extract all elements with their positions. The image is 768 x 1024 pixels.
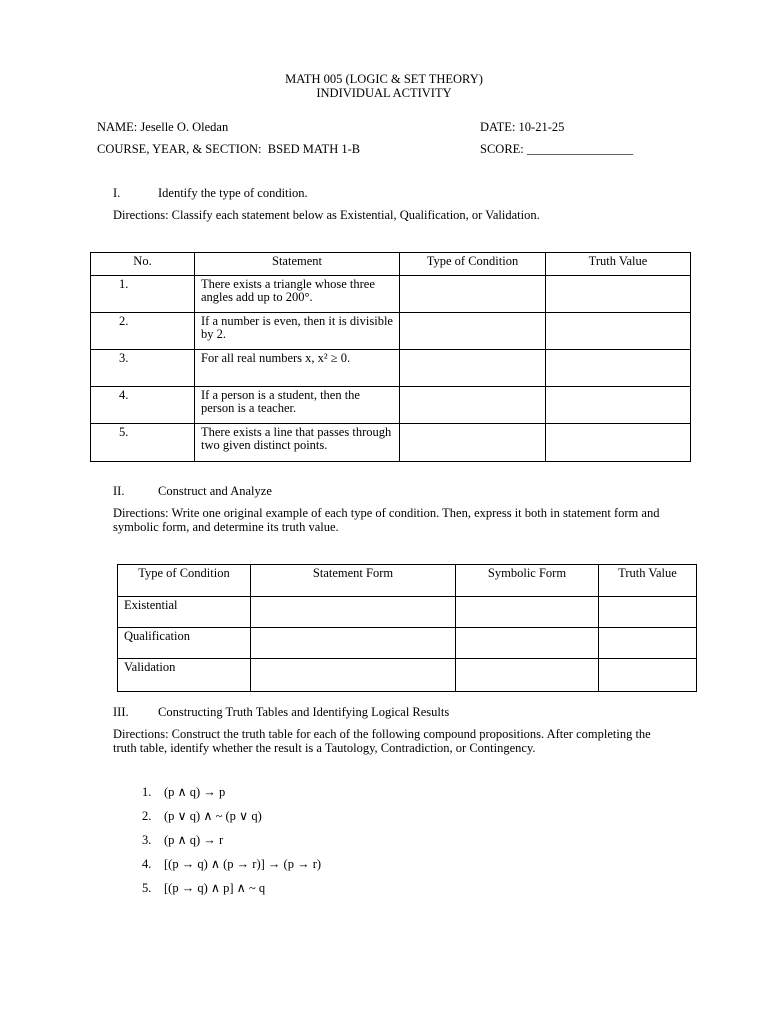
- proposition-expression: [(p → q) ∧ (p → r)] → (p → r): [164, 857, 322, 871]
- score-field: SCORE: _________________: [480, 142, 634, 156]
- type-of-condition-cell[interactable]: [400, 387, 546, 424]
- table-row: [91, 424, 691, 462]
- header-truth-value: Truth Value: [599, 565, 697, 597]
- header-symbolic-form: Symbolic Form: [456, 565, 599, 597]
- truth-value-cell[interactable]: [546, 276, 691, 313]
- type-of-condition-cell[interactable]: [400, 276, 546, 313]
- type-of-condition-cell[interactable]: [400, 424, 546, 462]
- statement-cell: For all real numbers x, x² ≥ 0.: [195, 350, 400, 387]
- table-row: [118, 659, 697, 692]
- symbolic-form-cell[interactable]: [456, 628, 599, 659]
- condition-type-label: Validation: [118, 659, 251, 692]
- symbolic-form-cell[interactable]: [456, 659, 599, 692]
- proposition-expression: (p ∧ q) → p: [164, 785, 226, 799]
- list-item: [142, 784, 321, 808]
- truth-value-cell[interactable]: [546, 387, 691, 424]
- condition-type-label: Qualification: [118, 628, 251, 659]
- proposition-expression: (p ∨ q) ∧ ~ (p ∨ q): [164, 809, 262, 823]
- table-row: [118, 628, 697, 659]
- row-number: 5.: [91, 424, 195, 462]
- condition-type-label: Existential: [118, 597, 251, 628]
- item-number: 1.: [142, 785, 152, 799]
- item-number: 4.: [142, 857, 152, 871]
- construct-table: [117, 564, 697, 692]
- header-truth-value: Truth Value: [546, 253, 691, 276]
- row-number: 4.: [91, 387, 195, 424]
- statement-form-cell[interactable]: [251, 628, 456, 659]
- section-2-directions: Directions: Write one original example of each type of condition. Then, express it both in statement form and symbolic form, and determine its truth value.: [113, 506, 660, 534]
- row-number: 3.: [91, 350, 195, 387]
- list-item: [142, 832, 321, 856]
- section-3-directions: Directions: Construct the truth table for each of the following compound propositions. After completing the truth table, identify whether the result is a Tautology, Contradiction, or Contingency.: [113, 727, 651, 755]
- statement-cell: If a number is even, then it is divisible by 2.: [195, 313, 400, 350]
- document-title: MATH 005 (LOGIC & SET THEORY): [285, 72, 483, 86]
- section-1-directions: Directions: Classify each statement below as Existential, Qualification, or Validation.: [113, 208, 540, 222]
- truth-value-cell[interactable]: [546, 350, 691, 387]
- statement-form-cell[interactable]: [251, 597, 456, 628]
- row-number: 2.: [91, 313, 195, 350]
- condition-table: [90, 252, 691, 462]
- truth-value-cell[interactable]: [546, 313, 691, 350]
- item-number: 3.: [142, 833, 152, 847]
- table-row: [91, 276, 691, 313]
- table-row: [91, 387, 691, 424]
- truth-value-cell[interactable]: [546, 424, 691, 462]
- header-statement-form: Statement Form: [251, 565, 456, 597]
- list-item: [142, 808, 321, 832]
- type-of-condition-cell[interactable]: [400, 350, 546, 387]
- truth-value-cell[interactable]: [599, 597, 697, 628]
- header-no: No.: [91, 253, 195, 276]
- header-type-of-condition: Type of Condition: [118, 565, 251, 597]
- proposition-expression: (p ∧ q) → r: [164, 833, 224, 847]
- table-row: [91, 313, 691, 350]
- header-statement: Statement: [195, 253, 400, 276]
- header-type-of-condition: Type of Condition: [400, 253, 546, 276]
- document-subtitle: INDIVIDUAL ACTIVITY: [316, 86, 452, 100]
- symbolic-form-cell[interactable]: [456, 597, 599, 628]
- row-number: 1.: [91, 276, 195, 313]
- student-name: NAME: Jeselle O. Oledan: [97, 120, 229, 134]
- date-field: DATE: 10-21-25: [480, 120, 565, 134]
- section-1-number: I.: [113, 186, 121, 200]
- statement-cell: If a person is a student, then the person is a teacher.: [195, 387, 400, 424]
- item-number: 2.: [142, 809, 152, 823]
- statement-form-cell[interactable]: [251, 659, 456, 692]
- section-1-heading: Identify the type of condition.: [158, 186, 308, 200]
- table-row: [91, 350, 691, 387]
- type-of-condition-cell[interactable]: [400, 313, 546, 350]
- statement-cell: There exists a line that passes through two given distinct points.: [195, 424, 400, 462]
- section-3-number: III.: [113, 705, 129, 719]
- list-item: [142, 880, 321, 904]
- item-number: 5.: [142, 881, 152, 895]
- section-3-heading: Constructing Truth Tables and Identifying Logical Results: [158, 705, 450, 719]
- truth-value-cell[interactable]: [599, 659, 697, 692]
- list-item: [142, 856, 321, 880]
- truth-value-cell[interactable]: [599, 628, 697, 659]
- section-2-number: II.: [113, 484, 125, 498]
- table-row: [118, 597, 697, 628]
- proposition-expression: [(p → q) ∧ p] ∧ ~ q: [164, 881, 266, 895]
- statement-cell: There exists a triangle whose three angles add up to 200°.: [195, 276, 400, 313]
- course-field: COURSE, YEAR, & SECTION: BSED MATH 1-B: [97, 142, 361, 156]
- proposition-list: [142, 784, 321, 904]
- section-2-heading: Construct and Analyze: [158, 484, 272, 498]
